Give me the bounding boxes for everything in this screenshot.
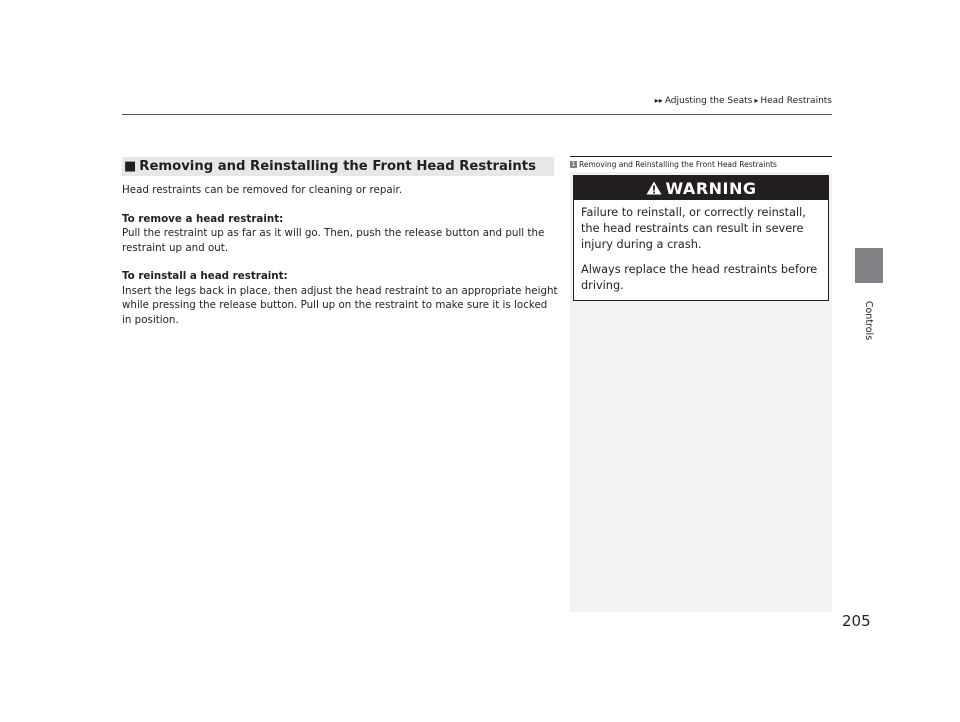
warning-triangle-icon bbox=[646, 181, 662, 195]
chapter-label-text: Controls bbox=[863, 300, 875, 340]
chapter-tab[interactable] bbox=[855, 248, 883, 283]
double-arrow-icon: ▸▸ bbox=[654, 96, 663, 105]
arrow-icon: ▸ bbox=[754, 96, 759, 105]
warning-text-1: Failure to reinstall, or correctly reinstall, the head restraints can result in severe injury during a crash. bbox=[581, 206, 806, 251]
warning-title: WARNING bbox=[665, 178, 757, 198]
remove-heading: To remove a head restraint: bbox=[122, 212, 284, 225]
breadcrumb-item-head-restraints[interactable]: Head Restraints bbox=[760, 96, 832, 106]
warning-box bbox=[573, 175, 829, 301]
sidebar-notes bbox=[570, 156, 832, 612]
remove-text: Pull the restraint up as far as it will go. Then, push the release button and pull the restraint up and out. bbox=[122, 227, 545, 254]
main-body bbox=[122, 183, 558, 327]
breadcrumb bbox=[0, 96, 832, 106]
warning-text-2: Always replace the head restraints before driving. bbox=[581, 263, 818, 292]
reinstall-heading: To reinstall a head restraint: bbox=[122, 270, 288, 282]
reference-title: Removing and Reinstalling the Front Head Restraints bbox=[579, 160, 777, 169]
warning-body bbox=[581, 205, 822, 294]
breadcrumb-item-adjusting-seats[interactable]: Adjusting the Seats bbox=[664, 96, 753, 106]
section-header bbox=[122, 157, 554, 176]
section-title: Removing and Reinstalling the Front Head Restraints bbox=[139, 159, 536, 174]
chapter-label bbox=[854, 290, 884, 350]
reference-number: 1 bbox=[571, 161, 576, 168]
header-divider bbox=[122, 114, 832, 115]
sidebar-reference[interactable] bbox=[570, 156, 832, 172]
reinstall-text: Insert the legs back in place, then adjust the head restraint to an appropriate height while pressing the release button. Pull up on the restraint to make sure it is locked in position. bbox=[122, 284, 558, 326]
section-square-icon: ■ bbox=[124, 159, 137, 174]
warning-header bbox=[574, 176, 828, 200]
intro-text: Head restraints can be removed for cleaning or repair. bbox=[122, 184, 403, 196]
page-number: 205 bbox=[842, 612, 871, 630]
